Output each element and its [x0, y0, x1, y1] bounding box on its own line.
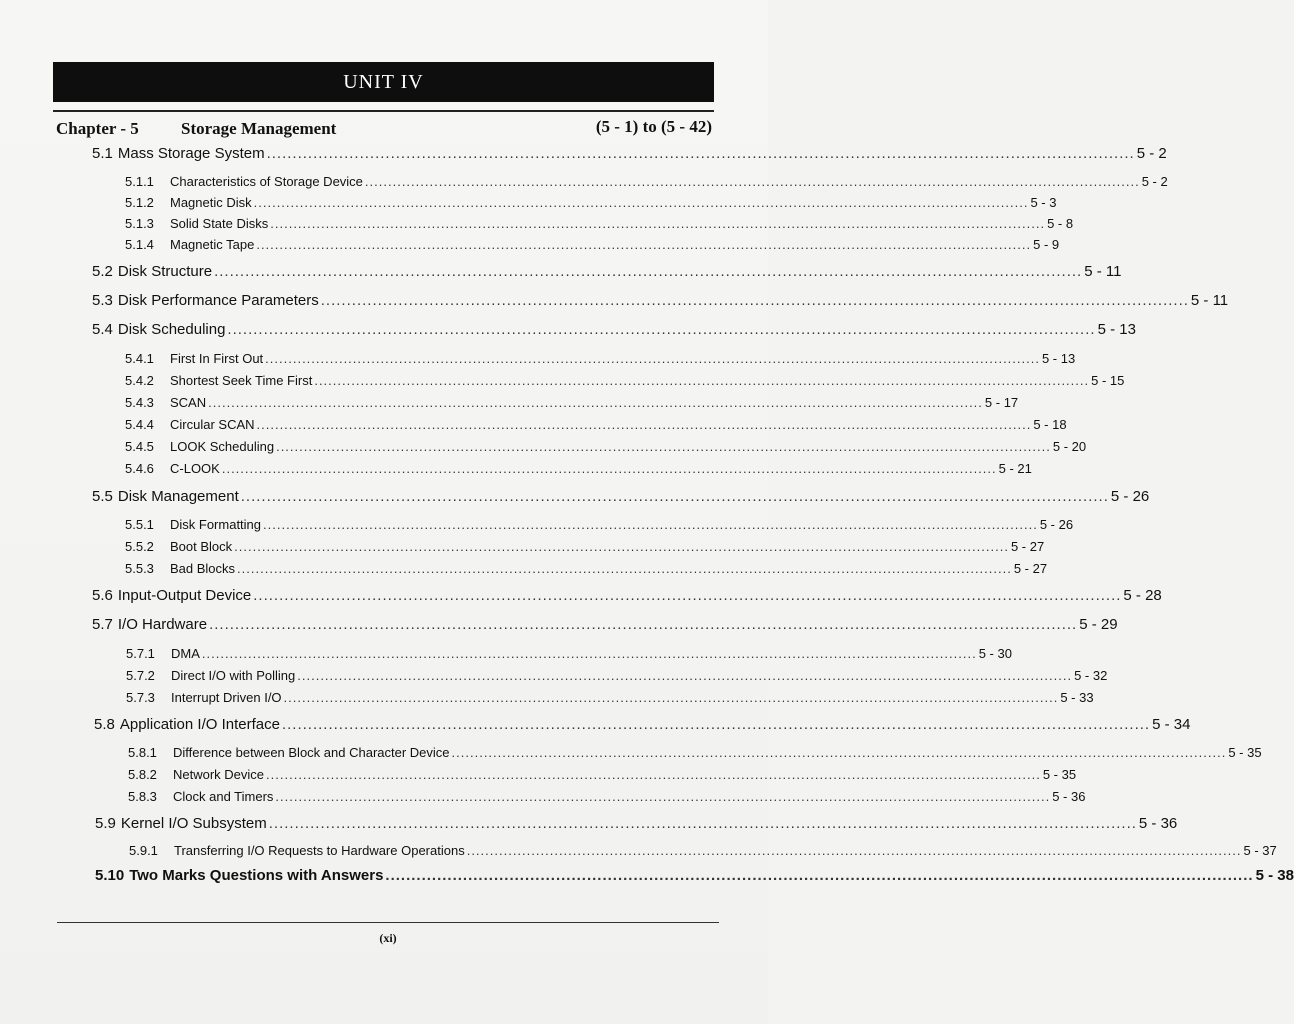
toc-entry-page: 5 - 11	[1084, 263, 1122, 280]
leader-dots: ........................................................................................................................................................................	[256, 417, 1032, 432]
toc-entry-label: Shortest Seek Time First	[170, 373, 313, 388]
toc-entry-page: 5 - 3	[1030, 195, 1057, 210]
toc-entry[interactable]	[125, 539, 1045, 554]
leader-dots: ........................................................................................................................................................................	[275, 789, 1051, 804]
toc-entry[interactable]	[125, 395, 1019, 410]
leader-dots: ........................................................................................................................................................................	[466, 843, 1242, 858]
leader-dots: ........................................................................................................................................................................	[208, 395, 983, 410]
toc-entry-label: Characteristics of Storage Device	[170, 174, 363, 189]
toc-entry-label: Disk Scheduling	[117, 321, 226, 338]
leader-dots: ........................................................................................................................................................................	[209, 616, 1078, 633]
leader-dots: ........................................................................................................................................................................	[385, 867, 1254, 884]
toc-entry-page: 5 - 8	[1047, 216, 1074, 231]
leader-dots: ........................................................................................................................................................................	[364, 174, 1140, 189]
chapter-title: Storage Management	[181, 119, 337, 138]
toc-entry-number: 5.1.4	[125, 237, 154, 252]
toc-entry-page: 5 - 26	[1110, 488, 1150, 505]
toc-entry-label: DMA	[171, 646, 200, 661]
toc-entry-label: SCAN	[170, 395, 207, 410]
bottom-rule	[57, 922, 719, 923]
toc-entry-page: 5 - 32	[1074, 668, 1108, 683]
toc-entry-page: 5 - 34	[1152, 716, 1191, 733]
leader-dots: ........................................................................................................................................................................	[268, 815, 1137, 832]
toc-entry[interactable]	[92, 263, 1122, 280]
page-folio: (xi)	[379, 931, 397, 945]
leader-dots: ........................................................................................................................................................................	[234, 539, 1009, 554]
toc-entry[interactable]	[125, 517, 1074, 532]
toc-entry-page: 5 - 38	[1255, 867, 1294, 884]
toc-entry[interactable]	[92, 488, 1150, 505]
toc-entry-label: Disk Structure	[117, 263, 213, 280]
toc-entry-label: Application I/O Interface	[119, 716, 280, 733]
toc-entry-label: First In First Out	[170, 351, 264, 366]
toc-entry-label: Bad Blocks	[170, 561, 236, 576]
toc-entry-number: 5.5.3	[125, 561, 154, 576]
toc-entry-label: Interrupt Driven I/O	[171, 690, 282, 705]
toc-entry-page: 5 - 2	[1136, 145, 1167, 162]
toc-entry[interactable]	[95, 815, 1178, 832]
chapter-number: Chapter - 5	[56, 119, 139, 138]
toc-entry-page: 5 - 15	[1091, 373, 1125, 388]
toc-entry-label: Network Device	[173, 767, 265, 782]
leader-dots: ........................................................................................................................................................................	[227, 321, 1096, 338]
leader-dots: ........................................................................................................................................................................	[237, 561, 1012, 576]
toc-entry-number: 5.4	[92, 321, 113, 338]
leader-dots: ........................................................................................................................................................................	[265, 351, 1040, 366]
toc-entry-label: Magnetic Tape	[170, 237, 255, 252]
leader-dots: ........................................................................................................................................................................	[256, 237, 1032, 252]
toc-entry-number: 5.8.1	[128, 745, 157, 760]
toc-entry-label: Solid State Disks	[170, 216, 269, 231]
toc-entry-number: 5.1.3	[125, 216, 154, 231]
toc-entry-number: 5.5.1	[125, 517, 154, 532]
toc-entry-number: 5.4.2	[125, 373, 154, 388]
toc-entry-label: Transferring I/O Requests to Hardware Operations	[174, 843, 465, 858]
toc-entry[interactable]	[92, 587, 1162, 604]
toc-entry-number: 5.5	[92, 488, 113, 505]
toc-entry[interactable]	[125, 461, 1032, 476]
leader-dots: ........................................................................................................................................................................	[253, 195, 1029, 210]
leader-dots: ........................................................................................................................................................................	[451, 745, 1227, 760]
leader-dots: ........................................................................................................................................................................	[201, 646, 977, 661]
toc-entry[interactable]	[125, 351, 1076, 366]
toc-entry[interactable]	[128, 767, 1077, 782]
toc-entry-page: 5 - 13	[1041, 351, 1076, 366]
toc-entry-label: C-LOOK	[170, 461, 220, 476]
toc-entry-number: 5.4.3	[125, 395, 154, 410]
leader-dots: ........................................................................................................................................................................	[253, 587, 1122, 604]
unit-title-banner	[53, 62, 714, 102]
toc-entry-page: 5 - 35	[1228, 745, 1262, 760]
leader-dots: ........................................................................................................................................................................	[320, 292, 1189, 309]
toc-entry-number: 5.4.5	[125, 439, 154, 454]
toc-entry-number: 5.4.1	[125, 351, 154, 366]
toc-entry-number: 5.9.1	[129, 843, 158, 858]
toc-entry-label: Two Marks Questions with Answers	[129, 867, 384, 884]
toc-entry-number: 5.9	[95, 815, 116, 832]
toc-entry-page: 5 - 9	[1033, 237, 1060, 252]
toc-entry-number: 5.7.3	[126, 690, 155, 705]
toc-entry-number: 5.7.1	[126, 646, 155, 661]
leader-dots: ........................................................................................................................................................................	[270, 216, 1046, 231]
toc-entry-page: 5 - 2	[1141, 174, 1168, 189]
toc-entry-number: 5.8	[94, 716, 115, 733]
toc-entry[interactable]	[126, 646, 1012, 661]
toc-entry-page: 5 - 18	[1033, 417, 1067, 432]
toc-entry[interactable]	[92, 292, 1229, 309]
toc-entry-page: 5 - 26	[1039, 517, 1074, 532]
toc-entry-label: Disk Performance Parameters	[117, 292, 319, 309]
leader-dots: ........................................................................................................................................................................	[266, 145, 1135, 162]
chapter-page-range: (5 - 1) to (5 - 42)	[595, 117, 712, 136]
toc-entry-number: 5.1	[92, 145, 113, 162]
toc-entry-page: 5 - 36	[1052, 789, 1086, 804]
toc-entry-label: Direct I/O with Polling	[171, 668, 296, 683]
toc-entry[interactable]	[92, 145, 1167, 162]
toc-entry[interactable]	[94, 716, 1191, 733]
leader-dots: ........................................................................................................................................................................	[283, 690, 1059, 705]
leader-dots: ........................................................................................................................................................................	[221, 461, 997, 476]
toc-entry-label: Clock and Timers	[173, 789, 274, 804]
leader-dots: ........................................................................................................................................................................	[276, 439, 1051, 454]
toc-entry-label: Disk Management	[117, 488, 239, 505]
leader-dots: ........................................................................................................................................................................	[240, 488, 1109, 505]
toc-entry-page: 5 - 17	[984, 395, 1019, 410]
toc-entry-label: Input-Output Device	[117, 587, 252, 604]
toc-entry-page: 5 - 35	[1042, 767, 1077, 782]
toc-entry-page: 5 - 11	[1190, 292, 1229, 309]
toc-entry-label: Difference between Block and Character Device	[173, 745, 450, 760]
chapter-heading	[56, 117, 712, 143]
toc-entry-label: Mass Storage System	[117, 145, 265, 162]
leader-dots: ........................................................................................................................................................................	[314, 373, 1090, 388]
toc-entry-page: 5 - 29	[1079, 616, 1118, 633]
top-rule	[53, 110, 714, 112]
leader-dots: ........................................................................................................................................................................	[263, 517, 1038, 532]
toc-entry[interactable]	[125, 195, 1057, 210]
toc-entry-page: 5 - 37	[1243, 843, 1277, 858]
toc-entry[interactable]	[125, 216, 1074, 231]
toc-entry-number: 5.10	[95, 867, 125, 884]
toc-entry-number: 5.2	[92, 263, 113, 280]
toc-entry[interactable]	[125, 561, 1048, 576]
unit-title: UNIT IV	[343, 70, 424, 93]
leader-dots: ........................................................................................................................................................................	[266, 767, 1041, 782]
toc-entry-number: 5.1.2	[125, 195, 154, 210]
toc-entry[interactable]	[128, 745, 1262, 760]
leader-dots: ........................................................................................................................................................................	[281, 716, 1151, 733]
toc-entry-label: Circular SCAN	[170, 417, 255, 432]
toc-entry-page: 5 - 27	[1013, 561, 1048, 576]
leader-dots: ........................................................................................................................................................................	[214, 263, 1083, 280]
toc-entry-number: 5.4.6	[125, 461, 154, 476]
toc-entry-label: Disk Formatting	[170, 517, 262, 532]
toc-entry-page: 5 - 28	[1123, 587, 1162, 604]
leader-dots: ........................................................................................................................................................................	[297, 668, 1073, 683]
toc-entry-page: 5 - 21	[998, 461, 1032, 476]
toc-entry-number: 5.7	[92, 616, 113, 633]
toc-entry[interactable]	[92, 616, 1118, 633]
toc-entry-page: 5 - 13	[1097, 321, 1136, 338]
toc-entry-number: 5.6	[92, 587, 113, 604]
toc-entry-page: 5 - 36	[1138, 815, 1178, 832]
toc-entry-number: 5.1.1	[125, 174, 154, 189]
toc-entry[interactable]	[125, 174, 1168, 189]
toc-entry-label: Kernel I/O Subsystem	[120, 815, 267, 832]
toc-entry-label: Magnetic Disk	[170, 195, 252, 210]
toc-entry-page: 5 - 33	[1060, 690, 1094, 705]
toc-entry-number: 5.3	[92, 292, 113, 309]
toc-entry[interactable]	[125, 417, 1067, 432]
toc-entry-number: 5.8.2	[128, 767, 157, 782]
toc-entry[interactable]	[129, 843, 1277, 858]
toc-entry-number: 5.4.4	[125, 417, 154, 432]
toc-entry-page: 5 - 30	[978, 646, 1012, 661]
toc-entry-page: 5 - 27	[1010, 539, 1045, 554]
toc-entry[interactable]	[125, 439, 1087, 454]
toc-entry[interactable]	[92, 321, 1136, 338]
toc-entry-page: 5 - 20	[1052, 439, 1087, 454]
toc-entry[interactable]	[126, 668, 1108, 683]
toc-entry[interactable]	[126, 690, 1094, 705]
toc-entry-number: 5.8.3	[128, 789, 157, 804]
toc-entry[interactable]	[128, 789, 1086, 804]
toc-entry-label: Boot Block	[170, 539, 233, 554]
toc-entry[interactable]	[125, 237, 1060, 252]
toc-entry-label: I/O Hardware	[117, 616, 208, 633]
toc-entry[interactable]	[95, 867, 1294, 884]
toc-entry-number: 5.5.2	[125, 539, 154, 554]
toc-entry[interactable]	[125, 373, 1125, 388]
toc-entry-number: 5.7.2	[126, 668, 155, 683]
toc-entry-label: LOOK Scheduling	[170, 439, 275, 454]
